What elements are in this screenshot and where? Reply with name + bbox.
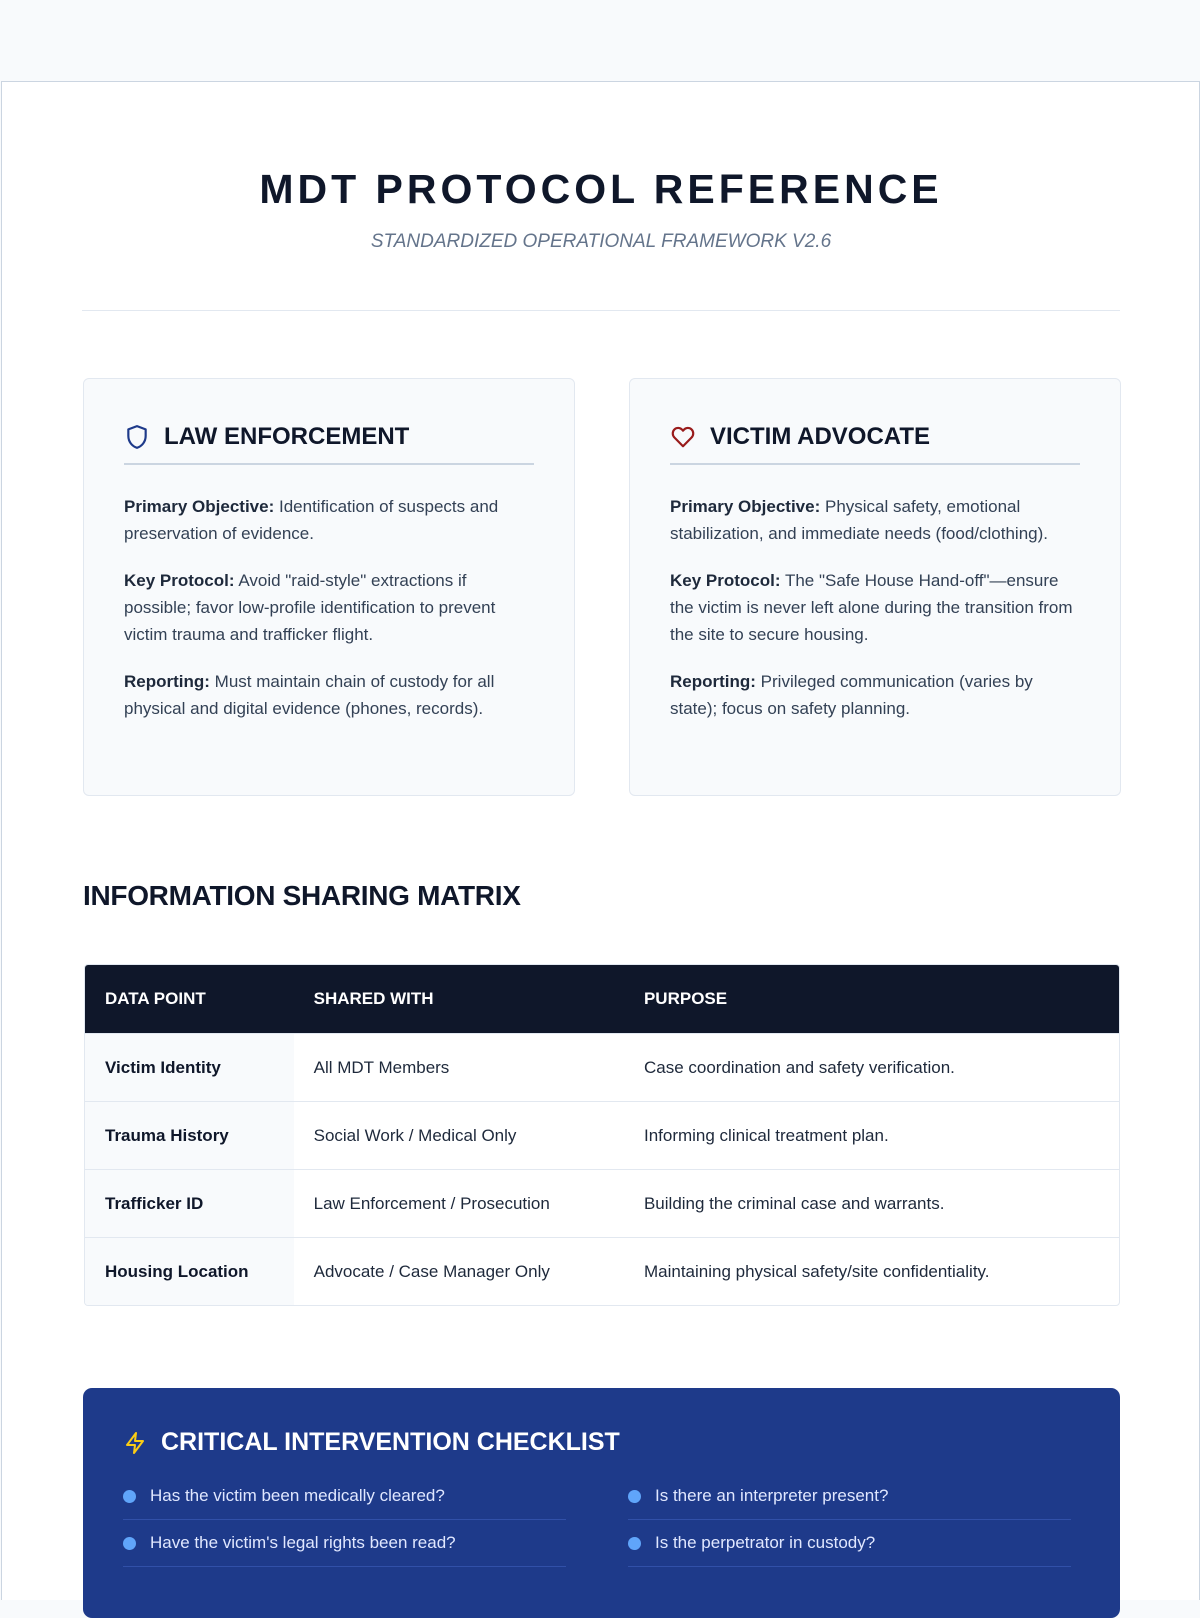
card-header [124, 419, 534, 465]
table-row [85, 1237, 1119, 1305]
role-card-victim-advocate [629, 378, 1121, 796]
table-cell: Law Enforcement / Prosecution [313, 1193, 550, 1213]
field-key-protocol: Key Protocol: Avoid "raid-style" extractions if possible; favor low-profile identification to prevent victim trauma and trafficker flight. [124, 571, 496, 644]
role-card-law-enforcement [83, 378, 575, 796]
table-cell: Victim Identity [85, 1034, 294, 1101]
table-row [85, 1033, 1119, 1101]
card-title: VICTIM ADVOCATE [710, 423, 930, 450]
lightning-icon [123, 1431, 147, 1455]
table-cell: Trafficker ID [85, 1170, 294, 1237]
checklist-item-text: Has the victim been medically cleared? [150, 1486, 445, 1505]
bullet-dot-icon [123, 1490, 136, 1503]
bullet-dot-icon [123, 1537, 136, 1550]
table-cell: All MDT Members [313, 1057, 450, 1077]
bullet-dot-icon [628, 1537, 641, 1550]
checklist-item-text: Is there an interpreter present? [655, 1486, 889, 1505]
field-primary-objective: Primary Objective: Physical safety, emotional stabilization, and immediate needs (food/clothing). [670, 497, 1048, 543]
page-subtitle: STANDARDIZED OPERATIONAL FRAMEWORK V2.6 [370, 231, 832, 252]
checklist-item-text: Have the victim's legal rights been read? [150, 1533, 456, 1552]
field-primary-objective: Primary Objective: Identification of suspects and preservation of evidence. [124, 497, 499, 543]
table-cell: Maintaining physical safety/site confidentiality. [643, 1261, 990, 1281]
table-cell: Housing Location [85, 1238, 294, 1305]
column-header: SHARED WITH [313, 989, 434, 1008]
checklist-title: CRITICAL INTERVENTION CHECKLIST [161, 1428, 620, 1456]
field-key-protocol: Key Protocol: The "Safe House Hand-off"—ensure the victim is never left alone during the transition from the site to secure housing. [670, 571, 1073, 644]
table-cell: Trauma History [85, 1102, 294, 1169]
card-title: LAW ENFORCEMENT [164, 423, 410, 450]
column-header: DATA POINT [105, 989, 206, 1008]
checklist-item [123, 1520, 566, 1567]
checklist-item [628, 1520, 1071, 1567]
checklist-item-text: Is the perpetrator in custody? [655, 1533, 876, 1552]
table-header-row [85, 965, 1119, 1033]
document-header [82, 82, 1120, 311]
column-header: PURPOSE [643, 989, 728, 1008]
table-cell: Building the criminal case and warrants. [643, 1193, 945, 1213]
page-title: MDT PROTOCOL REFERENCE [259, 166, 943, 212]
table-cell: Social Work / Medical Only [313, 1125, 517, 1145]
field-reporting: Reporting: Must maintain chain of custody for all physical and digital evidence (phones, records). [124, 672, 495, 718]
table-row [85, 1169, 1119, 1237]
card-header [670, 419, 1080, 465]
table-row [85, 1101, 1119, 1169]
heart-icon [670, 424, 696, 450]
matrix-section-title: INFORMATION SHARING MATRIX [83, 880, 521, 911]
document-page [1, 81, 1200, 1600]
critical-checklist-panel [83, 1388, 1120, 1618]
table-cell: Advocate / Case Manager Only [313, 1261, 550, 1281]
shield-icon [124, 424, 150, 450]
checklist-header [123, 1428, 620, 1457]
checklist-item [628, 1473, 1071, 1520]
bullet-dot-icon [628, 1490, 641, 1503]
information-sharing-table [84, 964, 1120, 1306]
table-cell: Informing clinical treatment plan. [643, 1125, 889, 1145]
checklist-item [123, 1473, 566, 1520]
field-reporting: Reporting: Privileged communication (varies by state); focus on safety planning. [670, 672, 1033, 718]
table-cell: Case coordination and safety verification. [643, 1057, 955, 1077]
top-bar [0, 0, 1200, 81]
